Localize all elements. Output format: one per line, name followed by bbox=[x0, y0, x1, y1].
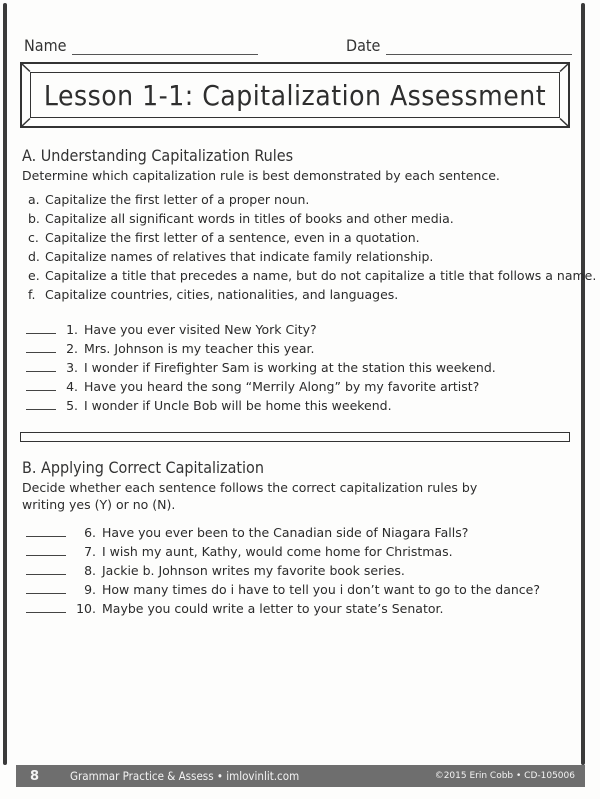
question-text: Jackie b. Johnson writes my favorite book series. bbox=[102, 563, 405, 578]
question-item bbox=[26, 320, 496, 339]
question-item bbox=[26, 377, 496, 396]
question-number: 8. bbox=[84, 563, 96, 578]
question-item bbox=[26, 580, 540, 599]
date-field bbox=[346, 36, 572, 55]
rule-item bbox=[28, 285, 596, 304]
question-item bbox=[26, 339, 496, 358]
answer-blank[interactable] bbox=[26, 321, 56, 334]
footer-bar bbox=[16, 765, 585, 787]
question-text: I wonder if Firefighter Sam is working at the station this weekend. bbox=[84, 360, 496, 375]
rule-letter: e. bbox=[28, 268, 40, 283]
section-b-heading: B. Applying Correct Capitalization bbox=[22, 458, 264, 477]
date-label: Date bbox=[346, 36, 381, 55]
answer-blank[interactable] bbox=[26, 359, 56, 372]
section-a-instructions: Determine which capitalization rule is best demonstrated by each sentence. bbox=[22, 168, 500, 183]
rule-text: Capitalize a title that precedes a name, but do not capitalize a title that follows a name. bbox=[45, 268, 597, 283]
answer-blank[interactable] bbox=[26, 562, 66, 575]
footer-copyright: ©2015 Erin Cobb • CD-105006 bbox=[434, 771, 575, 781]
question-text: Have you ever visited New York City? bbox=[84, 322, 317, 337]
footer-series: Grammar Practice & Assess • imlovinlit.com bbox=[70, 769, 300, 783]
page-border-right bbox=[581, 3, 585, 765]
rule-item bbox=[28, 209, 596, 228]
rule-item bbox=[28, 228, 596, 247]
question-number: 2. bbox=[66, 341, 78, 356]
question-number: 3. bbox=[66, 360, 78, 375]
rule-letter: d. bbox=[28, 249, 40, 264]
rule-letter: c. bbox=[28, 230, 39, 245]
question-number: 5. bbox=[66, 398, 78, 413]
rule-item bbox=[28, 266, 596, 285]
rule-list bbox=[28, 190, 596, 304]
rule-item bbox=[28, 247, 596, 266]
question-number: 10. bbox=[76, 601, 96, 616]
rule-text: Capitalize the first letter of a proper noun. bbox=[45, 192, 310, 207]
name-field bbox=[24, 36, 258, 55]
question-item bbox=[26, 599, 540, 618]
question-text: How many times do i have to tell you i don’t want to go to the dance? bbox=[102, 582, 541, 597]
question-number: 9. bbox=[84, 582, 96, 597]
title-inner-frame bbox=[30, 72, 560, 118]
question-item bbox=[26, 542, 540, 561]
question-text: I wonder if Uncle Bob will be home this weekend. bbox=[84, 398, 392, 413]
section-divider bbox=[20, 432, 570, 442]
rule-letter: f. bbox=[28, 287, 36, 302]
question-number: 4. bbox=[66, 379, 78, 394]
page-number: 8 bbox=[30, 768, 40, 784]
question-item bbox=[26, 396, 496, 415]
date-line bbox=[386, 42, 572, 55]
question-item bbox=[26, 561, 540, 580]
section-b-questions bbox=[26, 523, 540, 618]
section-b-instructions: Decide whether each sentence follows the correct capitalization rules by writing yes (Y) or no (N). bbox=[22, 480, 478, 512]
rule-letter: a. bbox=[28, 192, 40, 207]
answer-blank[interactable] bbox=[26, 524, 66, 537]
rule-text: Capitalize countries, cities, nationalities, and languages. bbox=[45, 287, 399, 302]
answer-blank[interactable] bbox=[26, 378, 56, 391]
section-a-heading: A. Understanding Capitalization Rules bbox=[22, 146, 294, 165]
question-text: Have you ever been to the Canadian side of Niagara Falls? bbox=[102, 525, 469, 540]
question-item bbox=[26, 523, 540, 542]
rule-item bbox=[28, 190, 596, 209]
question-number: 6. bbox=[84, 525, 96, 540]
answer-blank[interactable] bbox=[26, 340, 56, 353]
question-text: Have you heard the song “Merrily Along” by my favorite artist? bbox=[84, 379, 480, 394]
name-label: Name bbox=[24, 36, 67, 55]
rule-letter: b. bbox=[28, 211, 40, 226]
answer-blank[interactable] bbox=[26, 543, 66, 556]
question-text: Maybe you could write a letter to your state’s Senator. bbox=[102, 601, 444, 616]
question-text: I wish my aunt, Kathy, would come home for Christmas. bbox=[102, 544, 453, 559]
question-number: 1. bbox=[66, 322, 78, 337]
question-item bbox=[26, 358, 496, 377]
title-box bbox=[20, 62, 570, 128]
page-title: Lesson 1-1: Capitalization Assessment bbox=[43, 78, 547, 112]
page-border-left bbox=[3, 3, 7, 765]
answer-blank[interactable] bbox=[26, 600, 66, 613]
name-line bbox=[72, 42, 258, 55]
rule-text: Capitalize the first letter of a sentence, even in a quotation. bbox=[45, 230, 420, 245]
rule-text: Capitalize all significant words in titles of books and other media. bbox=[45, 211, 454, 226]
answer-blank[interactable] bbox=[26, 581, 66, 594]
rule-text: Capitalize names of relatives that indicate family relationship. bbox=[45, 249, 434, 264]
section-a-questions bbox=[26, 320, 496, 415]
answer-blank[interactable] bbox=[26, 397, 56, 410]
question-text: Mrs. Johnson is my teacher this year. bbox=[84, 341, 315, 356]
question-number: 7. bbox=[84, 544, 96, 559]
